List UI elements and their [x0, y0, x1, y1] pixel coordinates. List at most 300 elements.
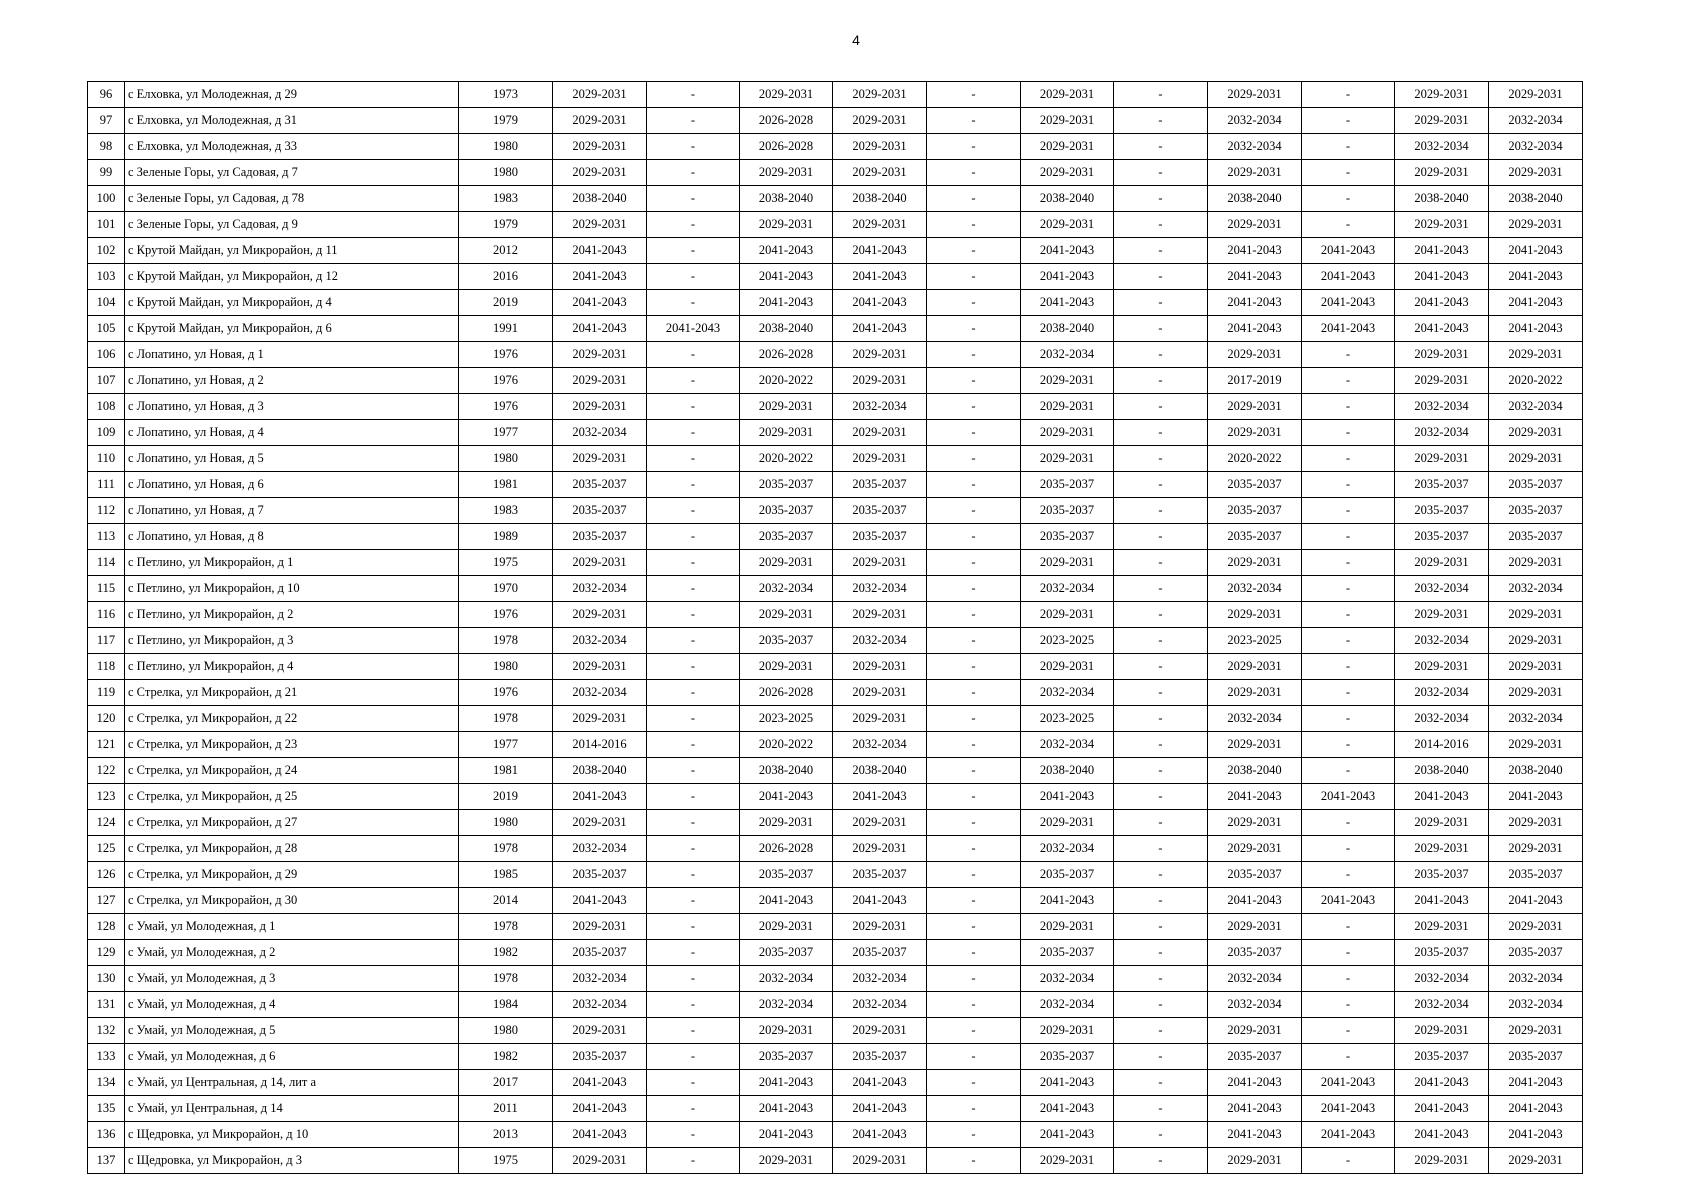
year-cell: 2016: [459, 264, 553, 290]
period-cell: 2020-2022: [740, 446, 833, 472]
address-cell: с Лопатино, ул Новая, д 3: [125, 394, 459, 420]
row-number-cell: 116: [88, 602, 125, 628]
period-cell: 2032-2034: [1489, 394, 1583, 420]
period-cell: 2029-2031: [1021, 394, 1114, 420]
period-cell: 2035-2037: [1208, 472, 1302, 498]
period-cell: 2041-2043: [1395, 784, 1489, 810]
period-cell: -: [1302, 732, 1395, 758]
period-cell: 2035-2037: [553, 940, 647, 966]
address-cell: с Стрелка, ул Микрорайон, д 28: [125, 836, 459, 862]
period-cell: -: [647, 498, 740, 524]
period-cell: 2041-2043: [553, 1096, 647, 1122]
period-cell: -: [647, 394, 740, 420]
period-cell: 2041-2043: [833, 264, 927, 290]
period-cell: -: [927, 680, 1021, 706]
period-cell: 2035-2037: [553, 498, 647, 524]
period-cell: 2035-2037: [1021, 1044, 1114, 1070]
row-number-cell: 128: [88, 914, 125, 940]
period-cell: 2029-2031: [553, 160, 647, 186]
period-cell: -: [1302, 810, 1395, 836]
year-cell: 1985: [459, 862, 553, 888]
period-cell: -: [927, 1070, 1021, 1096]
period-cell: -: [927, 1018, 1021, 1044]
period-cell: 2035-2037: [833, 862, 927, 888]
period-cell: 2029-2031: [1208, 160, 1302, 186]
period-cell: 2029-2031: [1021, 134, 1114, 160]
period-cell: -: [647, 1044, 740, 1070]
period-cell: 2029-2031: [553, 1018, 647, 1044]
period-cell: -: [1302, 394, 1395, 420]
address-cell: с Стрелка, ул Микрорайон, д 23: [125, 732, 459, 758]
period-cell: 2038-2040: [553, 186, 647, 212]
period-cell: 2035-2037: [1489, 1044, 1583, 1070]
period-cell: 2032-2034: [553, 992, 647, 1018]
year-cell: 1989: [459, 524, 553, 550]
address-cell: с Лопатино, ул Новая, д 4: [125, 420, 459, 446]
period-cell: -: [1302, 914, 1395, 940]
table-row: [88, 628, 1583, 654]
table-row: [88, 394, 1583, 420]
period-cell: 2041-2043: [553, 888, 647, 914]
table-row: [88, 342, 1583, 368]
period-cell: -: [647, 550, 740, 576]
period-cell: -: [927, 134, 1021, 160]
period-cell: 2035-2037: [553, 472, 647, 498]
period-cell: 2032-2034: [833, 732, 927, 758]
period-cell: 2029-2031: [1489, 420, 1583, 446]
period-cell: -: [1114, 472, 1208, 498]
period-cell: 2035-2037: [740, 940, 833, 966]
period-cell: 2029-2031: [740, 810, 833, 836]
period-cell: -: [647, 888, 740, 914]
period-cell: -: [927, 758, 1021, 784]
period-cell: -: [1114, 940, 1208, 966]
period-cell: -: [927, 784, 1021, 810]
period-cell: -: [647, 134, 740, 160]
period-cell: -: [1114, 498, 1208, 524]
row-number-cell: 104: [88, 290, 125, 316]
period-cell: 2029-2031: [1208, 654, 1302, 680]
period-cell: 2029-2031: [833, 446, 927, 472]
year-cell: 1983: [459, 498, 553, 524]
row-number-cell: 136: [88, 1122, 125, 1148]
period-cell: 2032-2034: [833, 966, 927, 992]
table-row: [88, 160, 1583, 186]
period-cell: 2041-2043: [1208, 264, 1302, 290]
period-cell: 2029-2031: [740, 550, 833, 576]
period-cell: 2029-2031: [1021, 550, 1114, 576]
period-cell: 2041-2043: [1395, 316, 1489, 342]
period-cell: 2029-2031: [1021, 82, 1114, 108]
address-cell: с Зеленые Горы, ул Садовая, д 9: [125, 212, 459, 238]
period-cell: -: [927, 472, 1021, 498]
row-number-cell: 112: [88, 498, 125, 524]
table-row: [88, 134, 1583, 160]
period-cell: 2041-2043: [740, 290, 833, 316]
period-cell: 2029-2031: [1489, 550, 1583, 576]
address-cell: с Умай, ул Молодежная, д 1: [125, 914, 459, 940]
period-cell: 2032-2034: [1489, 576, 1583, 602]
address-cell: с Крутой Майдан, ул Микрорайон, д 6: [125, 316, 459, 342]
period-cell: 2041-2043: [1302, 316, 1395, 342]
row-number-cell: 126: [88, 862, 125, 888]
address-cell: с Щедровка, ул Микрорайон, д 10: [125, 1122, 459, 1148]
period-cell: 2041-2043: [1208, 1122, 1302, 1148]
period-cell: 2041-2043: [647, 316, 740, 342]
period-cell: 2032-2034: [833, 992, 927, 1018]
period-cell: -: [647, 810, 740, 836]
period-cell: 2029-2031: [833, 160, 927, 186]
period-cell: -: [927, 264, 1021, 290]
table-row: [88, 186, 1583, 212]
period-cell: 2035-2037: [1489, 498, 1583, 524]
period-cell: 2032-2034: [1489, 108, 1583, 134]
period-cell: 2041-2043: [553, 1122, 647, 1148]
period-cell: 2029-2031: [1208, 602, 1302, 628]
period-cell: -: [927, 524, 1021, 550]
year-cell: 2012: [459, 238, 553, 264]
period-cell: 2041-2043: [833, 1096, 927, 1122]
period-cell: 2029-2031: [833, 134, 927, 160]
table-row: [88, 550, 1583, 576]
row-number-cell: 105: [88, 316, 125, 342]
period-cell: 2032-2034: [1395, 576, 1489, 602]
year-cell: 1978: [459, 706, 553, 732]
row-number-cell: 100: [88, 186, 125, 212]
period-cell: 2029-2031: [740, 420, 833, 446]
row-number-cell: 122: [88, 758, 125, 784]
address-cell: с Умай, ул Центральная, д 14: [125, 1096, 459, 1122]
period-cell: -: [1302, 1148, 1395, 1174]
period-cell: -: [647, 680, 740, 706]
period-cell: 2041-2043: [553, 290, 647, 316]
period-cell: 2035-2037: [833, 472, 927, 498]
period-cell: 2035-2037: [1489, 862, 1583, 888]
year-cell: 1980: [459, 654, 553, 680]
period-cell: -: [647, 160, 740, 186]
year-cell: 1981: [459, 472, 553, 498]
period-cell: 2029-2031: [740, 1018, 833, 1044]
address-cell: с Умай, ул Молодежная, д 6: [125, 1044, 459, 1070]
period-cell: 2035-2037: [1395, 1044, 1489, 1070]
period-cell: 2029-2031: [1395, 810, 1489, 836]
period-cell: -: [927, 368, 1021, 394]
period-cell: -: [1114, 238, 1208, 264]
period-cell: -: [647, 446, 740, 472]
period-cell: 2041-2043: [1208, 784, 1302, 810]
period-cell: 2029-2031: [1489, 914, 1583, 940]
period-cell: -: [647, 602, 740, 628]
period-cell: 2032-2034: [1021, 966, 1114, 992]
row-number-cell: 101: [88, 212, 125, 238]
period-cell: 2041-2043: [1021, 1096, 1114, 1122]
period-cell: -: [1114, 992, 1208, 1018]
period-cell: 2035-2037: [740, 628, 833, 654]
address-cell: с Лопатино, ул Новая, д 7: [125, 498, 459, 524]
period-cell: 2029-2031: [1489, 810, 1583, 836]
period-cell: 2029-2031: [1208, 420, 1302, 446]
period-cell: 2035-2037: [740, 472, 833, 498]
period-cell: -: [1302, 186, 1395, 212]
row-number-cell: 137: [88, 1148, 125, 1174]
period-cell: 2041-2043: [740, 888, 833, 914]
period-cell: 2041-2043: [1489, 238, 1583, 264]
period-cell: 2041-2043: [1021, 784, 1114, 810]
table-row: [88, 1148, 1583, 1174]
period-cell: -: [1114, 732, 1208, 758]
period-cell: -: [647, 758, 740, 784]
period-cell: 2029-2031: [1395, 836, 1489, 862]
period-cell: -: [647, 238, 740, 264]
period-cell: -: [1302, 602, 1395, 628]
period-cell: 2041-2043: [1021, 1070, 1114, 1096]
period-cell: 2029-2031: [833, 82, 927, 108]
period-cell: 2035-2037: [1208, 862, 1302, 888]
period-cell: 2035-2037: [833, 1044, 927, 1070]
period-cell: 2029-2031: [553, 342, 647, 368]
period-cell: 2029-2031: [1021, 810, 1114, 836]
period-cell: -: [927, 550, 1021, 576]
period-cell: 2029-2031: [833, 810, 927, 836]
period-cell: 2029-2031: [833, 680, 927, 706]
period-cell: 2020-2022: [1489, 368, 1583, 394]
period-cell: -: [927, 108, 1021, 134]
period-cell: -: [1302, 680, 1395, 706]
period-cell: 2035-2037: [1208, 524, 1302, 550]
year-cell: 1970: [459, 576, 553, 602]
period-cell: 2032-2034: [1489, 134, 1583, 160]
row-number-cell: 123: [88, 784, 125, 810]
period-cell: -: [927, 576, 1021, 602]
period-cell: -: [647, 1096, 740, 1122]
period-cell: 2032-2034: [1395, 706, 1489, 732]
period-cell: -: [647, 1122, 740, 1148]
year-cell: 1976: [459, 680, 553, 706]
year-cell: 1973: [459, 82, 553, 108]
row-number-cell: 121: [88, 732, 125, 758]
address-cell: с Стрелка, ул Микрорайон, д 22: [125, 706, 459, 732]
period-cell: 2029-2031: [1021, 1018, 1114, 1044]
period-cell: 2026-2028: [740, 836, 833, 862]
period-cell: 2029-2031: [1395, 108, 1489, 134]
period-cell: 2035-2037: [740, 862, 833, 888]
year-cell: 1982: [459, 1044, 553, 1070]
year-cell: 1983: [459, 186, 553, 212]
period-cell: 2029-2031: [833, 108, 927, 134]
period-cell: 2023-2025: [740, 706, 833, 732]
period-cell: -: [647, 992, 740, 1018]
period-cell: 2038-2040: [1489, 758, 1583, 784]
period-cell: 2029-2031: [1395, 1148, 1489, 1174]
period-cell: 2035-2037: [1208, 1044, 1302, 1070]
period-cell: 2032-2034: [1208, 992, 1302, 1018]
period-cell: -: [1114, 836, 1208, 862]
period-cell: -: [647, 914, 740, 940]
year-cell: 1980: [459, 134, 553, 160]
address-cell: с Лопатино, ул Новая, д 8: [125, 524, 459, 550]
period-cell: 2041-2043: [740, 1122, 833, 1148]
address-cell: с Лопатино, ул Новая, д 2: [125, 368, 459, 394]
period-cell: -: [647, 290, 740, 316]
period-cell: 2029-2031: [1489, 160, 1583, 186]
period-cell: -: [1302, 368, 1395, 394]
period-cell: 2041-2043: [833, 1122, 927, 1148]
table-row: [88, 732, 1583, 758]
period-cell: -: [927, 186, 1021, 212]
row-number-cell: 99: [88, 160, 125, 186]
period-cell: -: [1114, 524, 1208, 550]
period-cell: 2029-2031: [833, 1148, 927, 1174]
period-cell: -: [927, 1044, 1021, 1070]
row-number-cell: 118: [88, 654, 125, 680]
period-cell: -: [647, 654, 740, 680]
period-cell: 2041-2043: [1302, 264, 1395, 290]
address-cell: с Стрелка, ул Микрорайон, д 30: [125, 888, 459, 914]
period-cell: -: [927, 1122, 1021, 1148]
period-cell: 2029-2031: [1021, 1148, 1114, 1174]
period-cell: 2032-2034: [740, 992, 833, 1018]
period-cell: 2041-2043: [1489, 1070, 1583, 1096]
period-cell: 2029-2031: [833, 602, 927, 628]
period-cell: 2041-2043: [553, 316, 647, 342]
period-cell: 2032-2034: [1395, 966, 1489, 992]
period-cell: 2041-2043: [1302, 1070, 1395, 1096]
period-cell: 2017-2019: [1208, 368, 1302, 394]
period-cell: -: [1302, 342, 1395, 368]
year-cell: 1980: [459, 160, 553, 186]
period-cell: 2029-2031: [833, 836, 927, 862]
period-cell: 2041-2043: [1302, 1096, 1395, 1122]
period-cell: 2041-2043: [1302, 1122, 1395, 1148]
period-cell: -: [927, 602, 1021, 628]
period-cell: 2038-2040: [833, 186, 927, 212]
period-cell: -: [1114, 1148, 1208, 1174]
period-cell: 2038-2040: [1489, 186, 1583, 212]
period-cell: 2041-2043: [553, 264, 647, 290]
period-cell: -: [647, 1018, 740, 1044]
period-cell: -: [1114, 1096, 1208, 1122]
table-row: [88, 784, 1583, 810]
period-cell: 2032-2034: [553, 420, 647, 446]
period-cell: -: [1114, 576, 1208, 602]
period-cell: 2032-2034: [1395, 992, 1489, 1018]
address-cell: с Зеленые Горы, ул Садовая, д 78: [125, 186, 459, 212]
period-cell: 2035-2037: [1021, 940, 1114, 966]
period-cell: 2029-2031: [553, 706, 647, 732]
period-cell: 2035-2037: [1489, 524, 1583, 550]
period-cell: 2032-2034: [1489, 992, 1583, 1018]
period-cell: -: [1302, 992, 1395, 1018]
period-cell: 2029-2031: [1489, 680, 1583, 706]
table-row: [88, 758, 1583, 784]
period-cell: -: [927, 654, 1021, 680]
period-cell: -: [927, 394, 1021, 420]
year-cell: 1977: [459, 732, 553, 758]
period-cell: 2032-2034: [1208, 108, 1302, 134]
period-cell: 2029-2031: [1208, 680, 1302, 706]
row-number-cell: 125: [88, 836, 125, 862]
table-row: [88, 290, 1583, 316]
period-cell: 2029-2031: [1489, 342, 1583, 368]
address-cell: с Петлино, ул Микрорайон, д 1: [125, 550, 459, 576]
period-cell: -: [1114, 368, 1208, 394]
year-cell: 1976: [459, 368, 553, 394]
period-cell: -: [1302, 654, 1395, 680]
period-cell: 2041-2043: [1489, 290, 1583, 316]
table-row: [88, 576, 1583, 602]
period-cell: 2035-2037: [1489, 940, 1583, 966]
period-cell: 2029-2031: [740, 1148, 833, 1174]
period-cell: 2041-2043: [1208, 888, 1302, 914]
period-cell: -: [1114, 628, 1208, 654]
period-cell: -: [1302, 1018, 1395, 1044]
period-cell: 2032-2034: [1489, 966, 1583, 992]
address-cell: с Зеленые Горы, ул Садовая, д 7: [125, 160, 459, 186]
period-cell: 2041-2043: [740, 264, 833, 290]
address-cell: с Петлино, ул Микрорайон, д 2: [125, 602, 459, 628]
period-cell: 2029-2031: [553, 914, 647, 940]
period-cell: -: [1114, 212, 1208, 238]
address-cell: с Елховка, ул Молодежная, д 31: [125, 108, 459, 134]
row-number-cell: 103: [88, 264, 125, 290]
address-cell: с Стрелка, ул Микрорайон, д 27: [125, 810, 459, 836]
period-cell: -: [1114, 1070, 1208, 1096]
period-cell: 2041-2043: [833, 888, 927, 914]
year-cell: 1978: [459, 914, 553, 940]
period-cell: 2038-2040: [1021, 758, 1114, 784]
period-cell: 2029-2031: [833, 420, 927, 446]
period-cell: -: [647, 472, 740, 498]
row-number-cell: 130: [88, 966, 125, 992]
period-cell: -: [1302, 836, 1395, 862]
page-number: 4: [852, 32, 860, 48]
period-cell: 2029-2031: [553, 394, 647, 420]
period-cell: 2038-2040: [740, 186, 833, 212]
period-cell: 2029-2031: [740, 160, 833, 186]
period-cell: 2029-2031: [833, 706, 927, 732]
year-cell: 2013: [459, 1122, 553, 1148]
period-cell: -: [647, 940, 740, 966]
address-cell: с Щедровка, ул Микрорайон, д 3: [125, 1148, 459, 1174]
year-cell: 2017: [459, 1070, 553, 1096]
period-cell: 2029-2031: [1021, 914, 1114, 940]
address-cell: с Лопатино, ул Новая, д 1: [125, 342, 459, 368]
period-cell: -: [927, 342, 1021, 368]
row-number-cell: 109: [88, 420, 125, 446]
table-row: [88, 108, 1583, 134]
table-row: [88, 212, 1583, 238]
period-cell: 2032-2034: [833, 628, 927, 654]
period-cell: 2032-2034: [1395, 134, 1489, 160]
table-row: [88, 966, 1583, 992]
period-cell: 2041-2043: [1208, 1096, 1302, 1122]
period-cell: -: [1302, 160, 1395, 186]
address-cell: с Лопатино, ул Новая, д 5: [125, 446, 459, 472]
period-cell: 2035-2037: [553, 524, 647, 550]
period-cell: 2029-2031: [553, 550, 647, 576]
address-cell: с Стрелка, ул Микрорайон, д 29: [125, 862, 459, 888]
period-cell: 2032-2034: [1021, 732, 1114, 758]
period-cell: 2029-2031: [1395, 342, 1489, 368]
period-cell: -: [927, 966, 1021, 992]
period-cell: -: [1302, 550, 1395, 576]
period-cell: 2038-2040: [1208, 186, 1302, 212]
row-number-cell: 129: [88, 940, 125, 966]
period-cell: 2023-2025: [1021, 706, 1114, 732]
period-cell: 2041-2043: [1208, 290, 1302, 316]
period-cell: 2035-2037: [1395, 524, 1489, 550]
period-cell: -: [1114, 654, 1208, 680]
